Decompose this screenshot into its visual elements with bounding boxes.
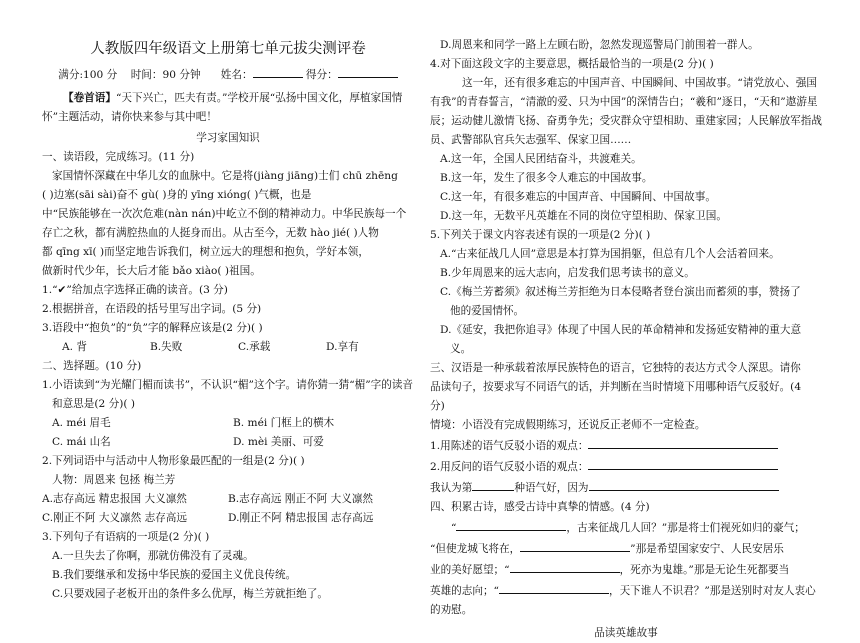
question-2-2: 2.下列词语中与活动中人物形象最匹配的一组是(2 分)( ) <box>42 455 305 467</box>
option-d[interactable]: D. mèi 美丽、可爱 <box>233 436 324 448</box>
question-3-1 <box>430 435 822 456</box>
option-c[interactable]: C.刚正不阿 大义凛然 志存高远 <box>42 512 187 524</box>
question-2-1: 1.小语读到“为光耀门楣而读书”，不认识“楣”这个字。请你猜一猜“楣”字的读音和意思是(2 分)( ) <box>42 379 414 410</box>
poem-text: “ <box>451 522 457 534</box>
exam-meta <box>42 64 414 85</box>
option-a[interactable]: A.一旦失去了你啊，那就仿佛没有了灵魂。 <box>52 550 254 562</box>
option-b[interactable]: B.我们要继承和发扬中华民族的爱国主义优良传统。 <box>52 569 297 581</box>
score-label: 得分： <box>305 69 338 81</box>
poem-text: ，古来征战几人回？”那是将士们视死如归的豪气； <box>566 522 805 534</box>
question-2-5: 5.下列关于课文内容表述有误的一项是(2 分)( ) <box>430 229 651 241</box>
option-b[interactable]: B. méi 门框上的横木 <box>233 417 335 429</box>
option-c-cont: 他的爱国情怀。 <box>450 305 525 317</box>
passage-line: 家国情怀深藏在中华儿女的血脉中。它是将(jiàng jiāng)士们 chū zhēng <box>52 170 398 182</box>
section-3-context: 情境：小语没有完成假期练习，还说反正老师不一定检查。 <box>430 419 706 431</box>
question-2-4: 4.对下面这段文字的主要意思，概括最恰当的一项是(2 分)( ) <box>430 58 714 70</box>
option-a[interactable]: A.“古来征战几人回”意思是本打算为国捐躯，但总有几个人会活着回来。 <box>440 248 780 260</box>
section-1-head: 一、读语段，完成练习。(11 分) <box>42 151 195 163</box>
left-column <box>42 64 414 604</box>
section-4-head: 四、积累古诗，感受古诗中真挚的情感。(4 分) <box>430 501 650 513</box>
option-c[interactable]: C.这一年，有很多难忘的中国声音、中国瞬间、中国故事。 <box>440 191 716 203</box>
question-2-4-passage: 这一年，还有很多难忘的中国声音、中国瞬间、中国故事。“请党放心、强国有我”的青春誓言，“清澈的爱、只为中国”的深情告白；“羲和”逐日，“天和”遨游星辰；运动健儿激情飞扬、奋勇争先；受灾群众守望相助、重建家园；人民解放军指战员、武警部队官兵矢志强军、保家卫国…… <box>430 77 822 146</box>
question-1-1: 1.“✔”给加点字选择正确的读音。(3 分) <box>42 284 228 296</box>
answer-line-question[interactable] <box>588 456 778 470</box>
name-label: 姓名： <box>220 69 253 81</box>
section-title-knowledge: 学习家国知识 <box>196 132 260 144</box>
option-d[interactable]: D.享有 <box>326 341 359 353</box>
section-3-head: 三、汉语是一种承载着浓厚民族特色的语言，它独特的表达方式令人深思。请你 <box>430 362 801 374</box>
name-field[interactable] <box>253 64 303 78</box>
poem-line: 的劝慰。 <box>430 604 473 616</box>
preface-head: 【卷首语】 <box>63 92 116 104</box>
section-3-head-cont: 品读句子，按要求写不同语气的话，并判断在当时情境下用哪种语气反驳好。(4 <box>430 381 802 393</box>
answer-line-statement[interactable] <box>588 435 778 449</box>
question-1-3-options <box>42 338 414 357</box>
option-d[interactable]: D.周恩来和同学一路上左顾右盼，忽然发现巡警局门前围着一群人。 <box>440 39 759 51</box>
option-b[interactable]: B.失败 <box>150 341 183 353</box>
question-1-3: 3.语段中“抱负”的“负”字的解释应该是(2 分)( ) <box>42 322 263 334</box>
option-a[interactable]: A.这一年，全国人民团结奋斗，共渡难关。 <box>440 153 642 165</box>
option-b[interactable]: B.少年周恩来的远大志向，启发我们思考读书的意义。 <box>440 267 695 279</box>
question-2-2-options-row2 <box>42 509 414 528</box>
option-a[interactable]: A. méi 眉毛 <box>52 417 111 429</box>
question-3-2-label: 2.用反问的语气反驳小语的观点： <box>430 461 589 473</box>
right-column <box>430 36 822 643</box>
poem-blank[interactable] <box>520 538 630 552</box>
poem-blank[interactable] <box>499 580 609 594</box>
poem-blank[interactable] <box>510 559 620 573</box>
question-2-2-options-row1 <box>42 490 414 509</box>
question-2-3: 3.下列句子有语病的一项是(2 分)( ) <box>42 531 210 543</box>
option-d[interactable]: D.刚正不阿 精忠报国 志存高远 <box>228 512 374 524</box>
passage-line: 做新时代少年，长大后才能 bǎo xiào( )祖国。 <box>42 265 261 277</box>
passage-line: 存亡之秋，都有满腔热血的人挺身而出。从古至今，无数 hào jié( )人物 <box>42 227 379 239</box>
question-3-2 <box>430 456 822 477</box>
question-2-2-people: 人物：周恩来 包拯 梅兰芳 <box>52 474 176 486</box>
option-c[interactable]: C.只要戏园子老板开出的条件多么优厚，梅兰芳就拒绝了。 <box>52 588 328 600</box>
poem-text: ，死亦为鬼雄。”那是无论生死都要当 <box>619 564 790 576</box>
passage-line: 都 qīng xī( )而坚定地告诉我们，树立远大的理想和抱负，学好本领， <box>42 246 369 258</box>
option-c[interactable]: C. mái 山名 <box>52 436 111 448</box>
answer-line-choice[interactable] <box>472 477 514 491</box>
score-field[interactable] <box>338 64 398 78</box>
option-d[interactable]: D.《延安，我把你追寻》体现了中国人民的革命精神和发扬延安精神的重大意 <box>440 324 802 336</box>
poem-line <box>430 538 822 559</box>
option-c[interactable]: C.承载 <box>238 341 271 353</box>
preface <box>42 89 414 127</box>
poem-text: 业的美好愿望；“ <box>430 564 510 576</box>
preface-body: “天下兴亡，匹夫有责。”学校开展“弘扬中国文化，厚植家国情怀”主题活动，请你快来参与其中吧！ <box>42 92 403 123</box>
exam-time: 时间：90 分钟 <box>130 69 201 81</box>
poem-text: “但使龙城飞将在， <box>430 543 521 555</box>
option-c[interactable]: C.《梅兰芳蓄须》叙述梅兰芳拒绝为日本侵略者登台演出而蓄须的事，赞扬了 <box>440 286 801 298</box>
answer-line-reason[interactable] <box>589 477 779 491</box>
option-a[interactable]: A.志存高远 精忠报国 大义凛然 <box>42 493 187 505</box>
question-2-1-options-row2 <box>42 433 414 452</box>
poem-line <box>430 580 822 601</box>
section-3-head-cont: 分) <box>430 400 445 412</box>
page-title: 人教版四年级语文上册第七单元拔尖测评卷 <box>90 41 366 57</box>
poem-text: ，天下谁人不识君？”那是送别时对友人衷心 <box>608 585 816 597</box>
question-3-1-label: 1.用陈述的语气反驳小语的观点： <box>430 440 589 452</box>
section-title-hero-stories: 品读英雄故事 <box>594 627 658 639</box>
question-2-1-options-row1 <box>42 414 414 433</box>
question-3-3-label: 我认为第 <box>430 482 473 494</box>
option-b[interactable]: B.志存高远 刚正不阿 大义凛然 <box>228 493 374 505</box>
full-score: 满分:100 分 <box>58 69 118 81</box>
option-d-cont: 义。 <box>450 343 472 355</box>
passage-line: ( )边塞(sāi sài)奋不 gù( )身的 yīng xióng( )气概，也是 <box>42 189 312 201</box>
poem-line <box>430 559 822 580</box>
poem-text: ”那是希望国家安宁、人民安居乐 <box>630 543 784 555</box>
option-a[interactable]: A. 背 <box>62 341 87 353</box>
poem-blank[interactable] <box>456 517 566 531</box>
passage-line: 中“民族能够在一次次危难(nàn nán)中屹立不倒的精神动力。中华民族每一个 <box>42 208 407 220</box>
poem-line <box>430 517 822 538</box>
section-2-head: 二、选择题。(10 分) <box>42 360 142 372</box>
question-1-2: 2.根据拼音，在语段的括号里写出字词。(5 分) <box>42 303 262 315</box>
question-3-3 <box>430 477 822 498</box>
option-b[interactable]: B.这一年，发生了很多令人难忘的中国故事。 <box>440 172 653 184</box>
question-3-3-label-b: 种语气好，因为 <box>514 482 589 494</box>
option-d[interactable]: D.这一年，无数平凡英雄在不同的岗位守望相助、保家卫国。 <box>440 210 727 222</box>
poem-text: 英雄的志向；“ <box>430 585 499 597</box>
